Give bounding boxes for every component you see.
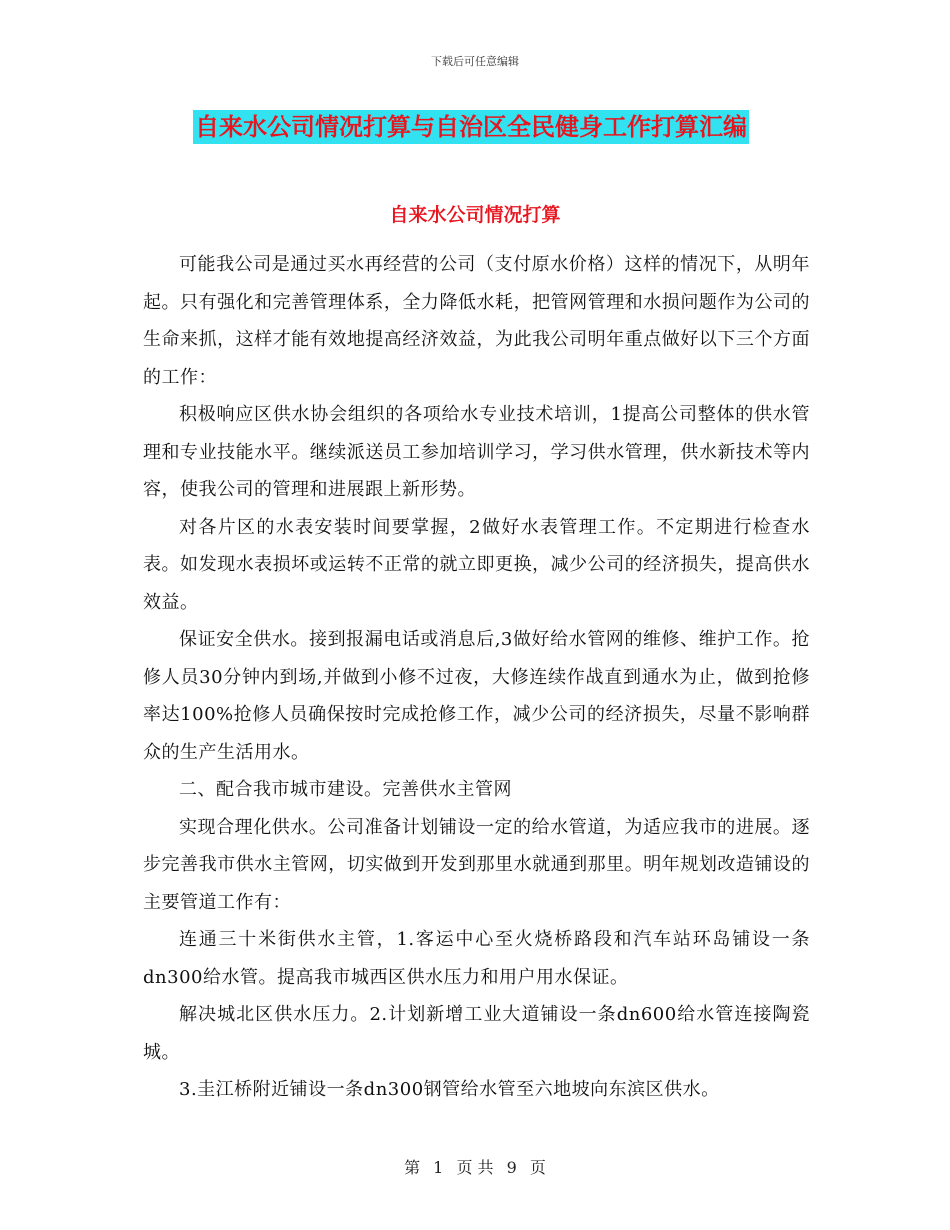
total-page-number: 9 — [506, 1158, 517, 1177]
paragraph: 连通三十米街供水主管，1.客运中心至火烧桥路段和汽车站环岛铺设一条dn300给水管。提高我市城西区供水压力和用户用水保证。 — [143, 929, 810, 988]
paragraph: 实现合理化供水。公司准备计划铺设一定的给水管道，为适应我市的进展。逐步完善我市供水主管网，切实做到开发到那里水就通到那里。明年规划改造铺设的主要管道工作有： — [143, 816, 810, 913]
paragraph: 保证安全供水。接到报漏电话或消息后,3做好给水管网的维修、维护工作。抢修人员30分钟内到场,并做到小修不过夜，大修连续作战直到通水为止，做到抢修率达100%抢修人员确保按时完成抢修工作，减少公司的经济损失，尽量不影响群众的生产生活用水。 — [143, 629, 810, 763]
section-title: 自来水公司情况打算 — [389, 204, 561, 226]
header-note: 下载后可任意编辑 — [431, 55, 519, 68]
footer-middle: 页 共 — [456, 1158, 494, 1177]
paragraph: 对各片区的水表安装时间要掌握，2做好水表管理工作。不定期进行检查水表。如发现水表损坏或运转不正常的就立即更换，减少公司的经济损失，提高供水效益。 — [143, 516, 810, 613]
footer-prefix: 第 — [404, 1158, 421, 1177]
footer-suffix: 页 — [529, 1158, 546, 1177]
body-text — [143, 246, 810, 1109]
current-page-number: 1 — [433, 1158, 444, 1177]
paragraph: 二、配合我市城市建设。完善供水主管网 — [179, 779, 512, 800]
paragraph: 解决城北区供水压力。2.计划新增工业大道铺设一条dn600给水管连接陶瓷城。 — [143, 1004, 810, 1063]
paragraph: 可能我公司是通过买水再经营的公司（支付原水价格）这样的情况下，从明年起。只有强化和完善管理体系，全力降低水耗，把管网管理和水损问题作为公司的生命来抓，这样才能有效地提高经济效益，为此我公司明年重点做好以下三个方面的工作： — [143, 254, 810, 388]
paragraph: 3.圭江桥附近铺设一条dn300钢管给水管至六地坡向东滨区供水。 — [179, 1079, 720, 1100]
page-footer — [0, 1155, 950, 1178]
document-title: 自来水公司情况打算与自治区全民健身工作打算汇编 — [193, 110, 749, 144]
paragraph: 积极响应区供水协会组织的各项给水专业技术培训，1提高公司整体的供水管理和专业技能水平。继续派送员工参加培训学习，学习供水管理，供水新技术等内容，使我公司的管理和进展跟上新形势。 — [143, 404, 810, 500]
